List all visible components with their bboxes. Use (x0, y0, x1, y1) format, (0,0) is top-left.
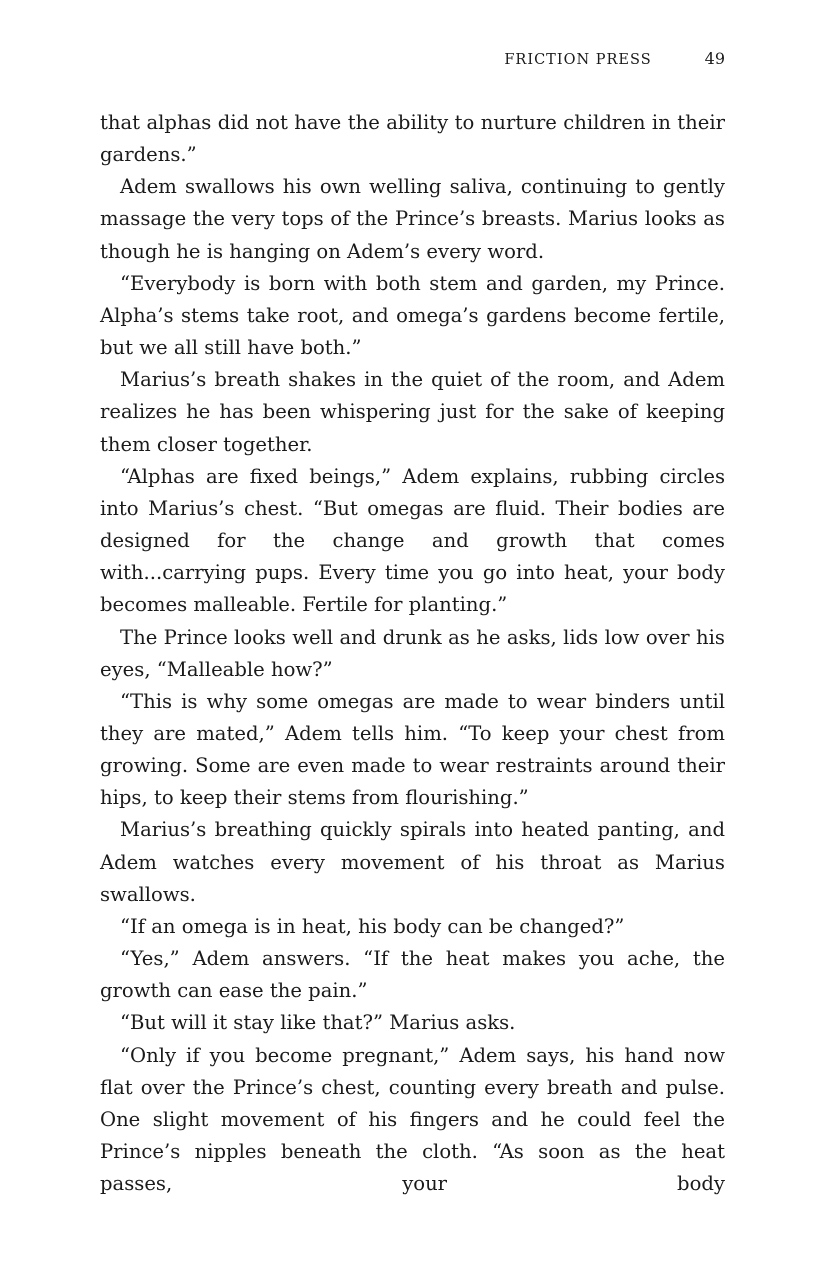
paragraph: “Only if you become pregnant,” Adem says, his hand now flat over the Prince’s chest, counting every breath and pulse. One slight movement of his fingers and he could feel the Prince’s nipples beneath the cloth. “As soon as the heat passes, your body (100, 1043, 725, 1196)
paragraph: “But will it stay like that?” Marius asks. (120, 1011, 516, 1035)
page-number: 49 (704, 49, 725, 68)
paragraph: Adem swallows his own welling saliva, continuing to gently massage the very tops of the Prince’s breasts. Marius looks as though he is hanging on Adem’s every word. (100, 175, 725, 263)
paragraph: The Prince looks well and drunk as he asks, lids low over his eyes, “Malleable how?” (100, 625, 725, 681)
paragraph: Marius’s breathing quickly spirals into heated panting, and Adem watches every movement of his throat as Marius swallows. (100, 818, 725, 906)
paragraph: “Everybody is born with both stem and garden, my Prince. Alpha’s stems take root, and omega’s gardens become fertile, but we all still have both.” (100, 271, 725, 360)
paragraph: “Yes,” Adem answers. “If the heat makes you ache, the growth can ease the pain.” (100, 947, 725, 1003)
body-text (100, 107, 725, 1200)
paragraph: “This is why some omegas are made to wear binders until they are mated,” Adem tells him. “To keep your chest from growing. Some are even made to wear restraints around their hips, to keep their stems from flourishing.” (100, 689, 725, 810)
paragraph: Marius’s breath shakes in the quiet of the room, and Adem realizes he has been whispering just for the sake of keeping them closer together. (100, 368, 725, 456)
paragraph: “Alphas are fixed beings,” Adem explains, rubbing circles into Marius’s chest. “But omegas are fluid. Their bodies are designed for the change and growth that comes with...carrying pups. Every time you go into heat, your body becomes malleable. Fertile for planting.” (100, 464, 725, 617)
running-head (100, 49, 725, 68)
paragraph: that alphas did not have the ability to nurture children in their gardens.” (100, 111, 725, 167)
running-title: FRICTION PRESS (504, 52, 652, 68)
paragraph: “If an omega is in heat, his body can be changed?” (120, 914, 625, 938)
